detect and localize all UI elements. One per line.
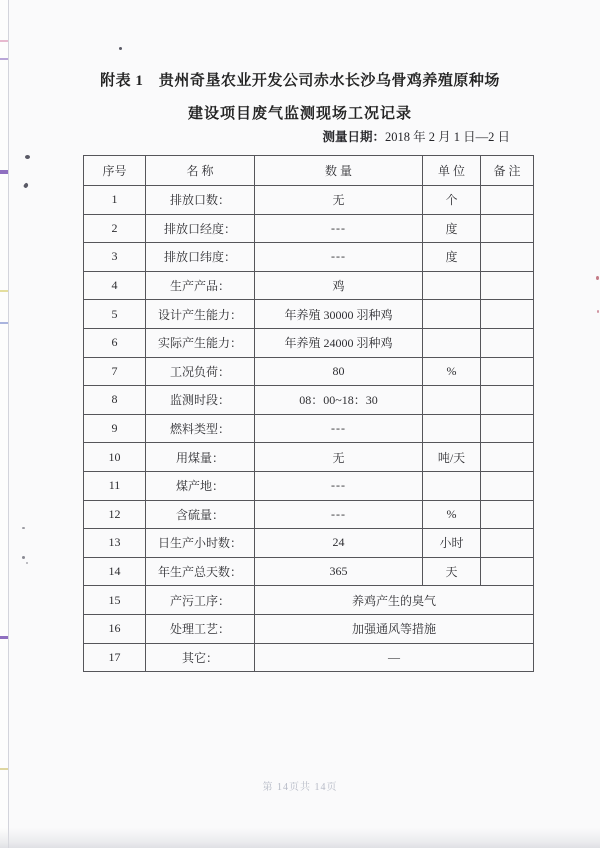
row-number-cell: 16	[84, 614, 146, 643]
unit-cell: 度	[423, 243, 481, 272]
table-row	[84, 443, 534, 472]
scan-edge-tick	[0, 58, 8, 60]
unit-cell: %	[423, 357, 481, 386]
scan-speck	[597, 310, 599, 313]
remark-cell	[481, 300, 534, 329]
table-row	[84, 243, 534, 272]
row-number-cell: 15	[84, 586, 146, 615]
scan-edge-line	[8, 0, 9, 848]
remark-cell	[481, 443, 534, 472]
working-condition-record-table	[83, 155, 534, 672]
row-number-cell: 1	[84, 186, 146, 215]
unit-cell	[423, 471, 481, 500]
page-number-footer: 第 14页共 14页	[262, 782, 338, 793]
scan-edge-tick	[0, 768, 8, 770]
quantity-cell: 365	[255, 557, 423, 586]
unit-cell: 小时	[423, 529, 481, 558]
scan-edge-tick	[0, 290, 8, 292]
row-number-cell: 14	[84, 557, 146, 586]
table-row	[84, 586, 534, 615]
quantity-cell: 养鸡产生的臭气	[255, 586, 534, 615]
table-row	[84, 643, 534, 672]
unit-cell: %	[423, 500, 481, 529]
measurement-date-label: 测量日期：	[322, 130, 385, 144]
table-header-row	[84, 156, 534, 186]
quantity-cell: 加强通风等措施	[255, 614, 534, 643]
item-name-cell: 煤产地：	[146, 471, 255, 500]
item-name-cell: 实际产生能力：	[146, 328, 255, 357]
quantity-cell: ---	[255, 500, 423, 529]
row-number-cell: 12	[84, 500, 146, 529]
row-number-cell: 4	[84, 271, 146, 300]
item-name-cell: 年生产总天数：	[146, 557, 255, 586]
remark-cell	[481, 500, 534, 529]
quantity-cell: 无	[255, 443, 423, 472]
table-row	[84, 300, 534, 329]
remark-cell	[481, 243, 534, 272]
unit-cell	[423, 386, 481, 415]
item-name-cell: 含硫量：	[146, 500, 255, 529]
table-row	[84, 500, 534, 529]
table-row	[84, 328, 534, 357]
quantity-cell: 鸡	[255, 271, 423, 300]
table-row	[84, 386, 534, 415]
scan-speck	[596, 276, 599, 280]
measurement-date-value: 2018 年 2 月 1 日—2 日	[384, 130, 510, 144]
column-header: 数 量	[255, 156, 423, 186]
table-row	[84, 414, 534, 443]
row-number-cell: 7	[84, 357, 146, 386]
item-name-cell: 用煤量：	[146, 443, 255, 472]
table-row	[84, 357, 534, 386]
table-row	[84, 271, 534, 300]
document-title-line2: 建设项目废气监测现场工况记录	[187, 106, 412, 122]
item-name-cell: 监测时段：	[146, 386, 255, 415]
row-number-cell: 9	[84, 414, 146, 443]
scan-speck	[25, 155, 30, 159]
table-row	[84, 214, 534, 243]
column-header: 备 注	[481, 156, 534, 186]
quantity-cell: ---	[255, 243, 423, 272]
unit-cell: 个	[423, 186, 481, 215]
unit-cell: 吨/天	[423, 443, 481, 472]
quantity-cell: 无	[255, 186, 423, 215]
scan-speck	[26, 562, 28, 564]
scan-speck	[22, 527, 25, 529]
item-name-cell: 其它：	[146, 643, 255, 672]
quantity-cell: ---	[255, 471, 423, 500]
remark-cell	[481, 214, 534, 243]
quantity-cell: 08：00~18：30	[255, 386, 423, 415]
item-name-cell: 设计产生能力：	[146, 300, 255, 329]
item-name-cell: 工况负荷：	[146, 357, 255, 386]
remark-cell	[481, 357, 534, 386]
unit-cell: 天	[423, 557, 481, 586]
row-number-cell: 11	[84, 471, 146, 500]
remark-cell	[481, 328, 534, 357]
row-number-cell: 6	[84, 328, 146, 357]
row-number-cell: 10	[84, 443, 146, 472]
scan-speck	[22, 556, 25, 559]
scan-edge-tick	[0, 40, 8, 42]
row-number-cell: 3	[84, 243, 146, 272]
table-row	[84, 557, 534, 586]
unit-cell	[423, 328, 481, 357]
item-name-cell: 产污工序：	[146, 586, 255, 615]
item-name-cell: 排放口经度：	[146, 214, 255, 243]
quantity-cell: 年养殖 24000 羽种鸡	[255, 328, 423, 357]
remark-cell	[481, 557, 534, 586]
unit-cell	[423, 414, 481, 443]
scan-edge-tick	[0, 636, 8, 639]
table-row	[84, 614, 534, 643]
remark-cell	[481, 529, 534, 558]
unit-cell	[423, 271, 481, 300]
remark-cell	[481, 414, 534, 443]
row-number-cell: 17	[84, 643, 146, 672]
scan-speck	[23, 182, 29, 188]
item-name-cell: 排放口纬度：	[146, 243, 255, 272]
scan-edge-strip	[0, 0, 8, 848]
item-name-cell: 生产产品：	[146, 271, 255, 300]
item-name-cell: 处理工艺：	[146, 614, 255, 643]
remark-cell	[481, 271, 534, 300]
remark-cell	[481, 471, 534, 500]
quantity-cell: 80	[255, 357, 423, 386]
item-name-cell: 燃料类型：	[146, 414, 255, 443]
unit-cell	[423, 300, 481, 329]
column-header: 单 位	[423, 156, 481, 186]
quantity-cell: —	[255, 643, 534, 672]
table-row	[84, 529, 534, 558]
table-row	[84, 471, 534, 500]
row-number-cell: 2	[84, 214, 146, 243]
quantity-cell: ---	[255, 214, 423, 243]
scan-edge-tick	[0, 322, 8, 324]
remark-cell	[481, 186, 534, 215]
column-header: 序号	[84, 156, 146, 186]
scan-speck	[119, 47, 122, 50]
remark-cell	[481, 386, 534, 415]
document-title-line1: 附表 1 贵州奇垦农业开发公司赤水长沙乌骨鸡养殖原种场	[100, 73, 500, 89]
quantity-cell: 年养殖 30000 羽种鸡	[255, 300, 423, 329]
scan-bottom-band	[0, 828, 600, 848]
row-number-cell: 13	[84, 529, 146, 558]
row-number-cell: 8	[84, 386, 146, 415]
table-row	[84, 186, 534, 215]
item-name-cell: 日生产小时数：	[146, 529, 255, 558]
scan-edge-tick	[0, 170, 8, 174]
unit-cell: 度	[423, 214, 481, 243]
quantity-cell: ---	[255, 414, 423, 443]
item-name-cell: 排放口数：	[146, 186, 255, 215]
column-header: 名 称	[146, 156, 255, 186]
row-number-cell: 5	[84, 300, 146, 329]
measurement-date	[322, 127, 510, 145]
quantity-cell: 24	[255, 529, 423, 558]
